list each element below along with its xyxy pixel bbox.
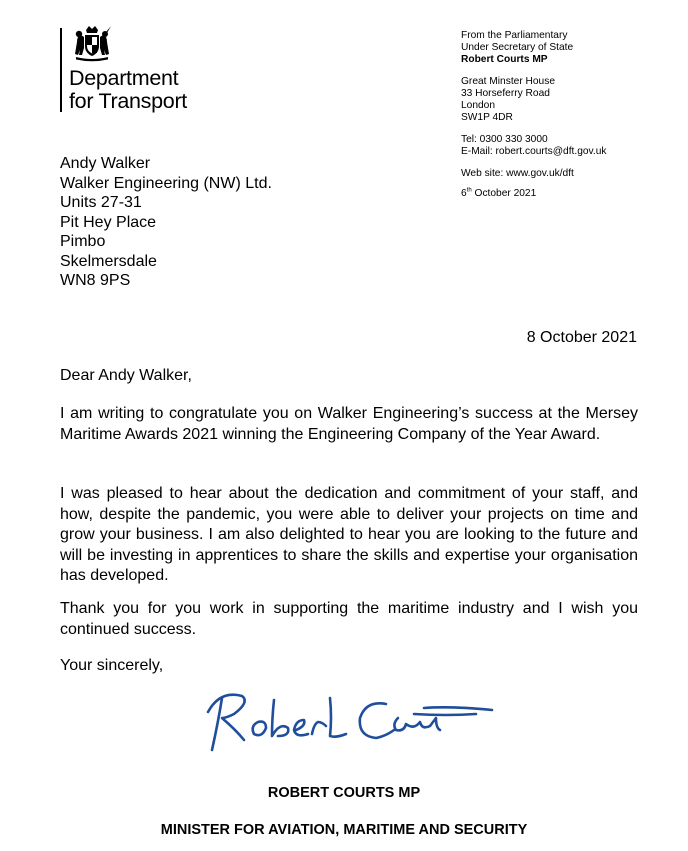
sender-telephone: Tel: 0300 330 3000: [461, 134, 548, 145]
closing: Your sincerely,: [60, 657, 164, 674]
sender-address-line1: Great Minster House: [461, 76, 555, 87]
body-paragraph-3: Thank you for you work in supporting the maritime industry and I wish you continued success.: [60, 600, 638, 638]
recipient-company: Walker Engineering (NW) Ltd.: [60, 174, 272, 192]
handwritten-signature: [200, 678, 500, 768]
sender-website: Web site: www.gov.uk/dft: [461, 168, 574, 179]
recipient-address-line4: Skelmersdale: [60, 252, 157, 270]
recipient-address: [60, 154, 272, 291]
department-name-line1: Department: [69, 66, 179, 90]
recipient-address-line1: Units 27-31: [60, 194, 142, 211]
sender-office-line1: From the Parliamentary: [461, 30, 568, 41]
logo-divider: [60, 28, 62, 112]
sender-email: E-Mail: robert.courts@dft.gov.uk: [461, 146, 607, 157]
recipient-address-line2: Pit Hey Place: [60, 213, 157, 231]
recipient-name: Andy Walker: [60, 155, 151, 172]
royal-coat-of-arms-icon: [68, 24, 116, 62]
sender-office-line2: Under Secretary of State: [461, 42, 574, 53]
body-paragraph-2: I was pleased to hear about the dedication and commitment of your staff, and how, despite the pandemic, you were able to deliver your projects on time and grow your business. I am also delighted to hear you are looking to the future and will be investing in apprentices to share the skills and expertise your organisation has developed.: [60, 485, 638, 584]
recipient-postcode: WN8 9PS: [60, 272, 131, 289]
sender-postcode: SW1P 4DR: [461, 112, 513, 123]
recipient-address-line3: Pimbo: [60, 233, 106, 250]
letter-date: 8 October 2021: [526, 329, 637, 346]
signatory-title: MINISTER FOR AVIATION, MARITIME AND SECURITY: [160, 822, 528, 838]
salutation: Dear Andy Walker,: [60, 367, 192, 384]
sender-block: [461, 30, 606, 200]
signatory-name: ROBERT COURTS MP: [267, 785, 421, 801]
department-logo: [60, 24, 260, 116]
sender-date: 6th October 2021: [461, 187, 537, 199]
sender-address-line3: London: [461, 100, 495, 111]
sender-name: Robert Courts MP: [461, 54, 548, 65]
sender-address-line2: 33 Horseferry Road: [461, 88, 550, 99]
department-name-line2: for Transport: [69, 89, 187, 113]
body-paragraph-1: I am writing to congratulate you on Walker Engineering’s success at the Mersey Maritime Awards 2021 winning the Engineering Company of the Year Award.: [60, 405, 638, 443]
